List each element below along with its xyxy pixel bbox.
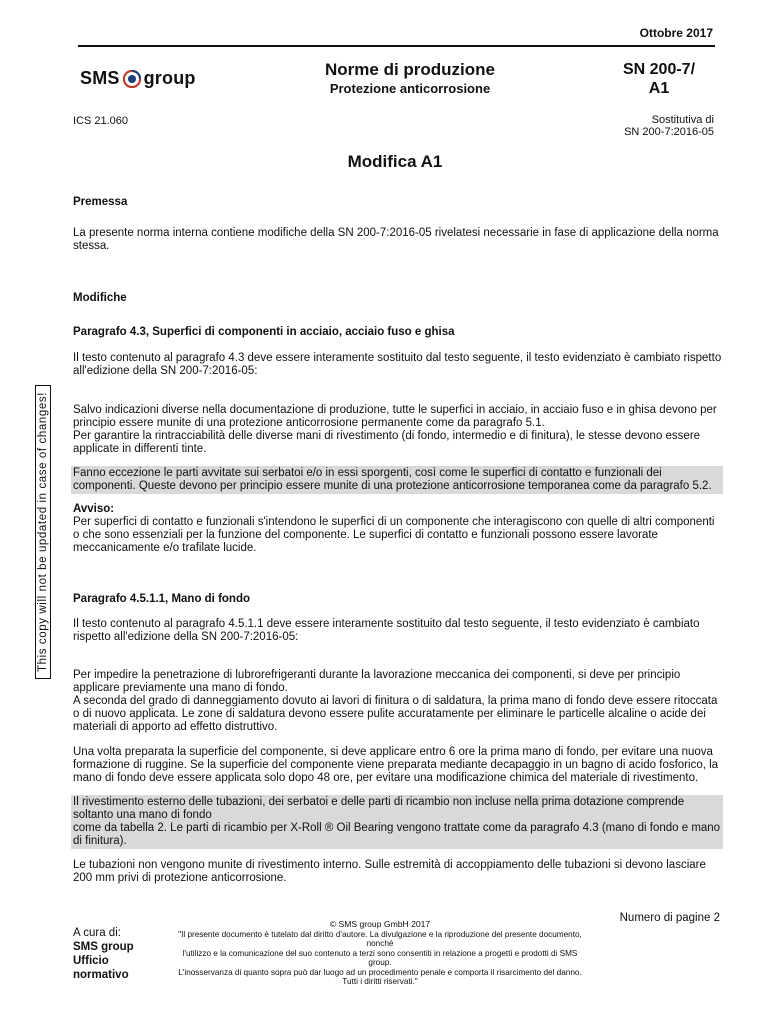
logo-text-group: group (143, 68, 196, 88)
document-title-block (290, 60, 530, 96)
paragraph-4-5-1-1-highlighted-text-1: Il rivestimento esterno delle tubazioni, dei serbatoi e delle parti di ricambio non incluse nella prima dotazione comprende soltanto una mano di fondo (73, 796, 685, 821)
document-title: Norme di produzione (325, 60, 495, 79)
amendment-title: Modifica A1 (347, 152, 443, 171)
ics-code: ICS 21.060 (73, 115, 129, 127)
footer-copyright: © SMS group GmbH 2017 (329, 919, 431, 929)
paragraph-4-3-heading: Paragrafo 4.3, Superfici di componenti in acciaio, acciaio fuso e ghisa (73, 326, 455, 338)
footer-org-2: Ufficio (73, 955, 109, 967)
avviso-heading: Avviso: (73, 503, 115, 515)
document-body (73, 196, 723, 885)
modifiche-heading: Modifiche (73, 292, 127, 304)
document-number-line1: SN 200-7/ (622, 61, 696, 78)
footer-notice-4: Tutti i diritti riservati." (342, 977, 418, 986)
paragraph-4-3-intro: Il testo contenuto al paragrafo 4.3 deve essere interamente sostituito dal testo seguente, il testo evidenziato è cambiato rispetto all'edizione della SN 200-7:2016-05: (73, 352, 722, 377)
paragraph-4-5-1-1-heading: Paragrafo 4.5.1.1, Mano di fondo (73, 593, 251, 605)
avviso-text: Per superfici di contatto e funzionali s'intendono le superfici di un componente che interagiscono con quelle di altri componenti o che sono essenziali per la funzione del componente. Le superfici di contatto e funzionali possono essere lavorate meccanicamente e/o trafilate lucide. (73, 516, 715, 554)
sms-group-logo (80, 68, 196, 89)
page-count: Numero di pagine 2 (619, 912, 720, 924)
paragraph-4-5-1-1-text-2: A seconda del grado di danneggiamento dovuto ai lavori di finitura o di saldatura, la prima mano di fondo deve essere ritoccata o di nuovo applicata. Le zone di saldatura devono essere pulite accuratamente per eliminare le particelle alcaline o acide dei materiali di apporto ad effetto distruttivo. (73, 695, 718, 733)
paragraph-4-5-1-1-text-3: Una volta preparata la superficie del componente, si deve applicare entro 6 ore la prima mano di fondo, per evitare una nuova formazione di ruggine. Se la superficie del componente viene preparata mediante decapaggio in un bagno di acido fosforico, la mano di fondo deve essere applicata solo dopo 48 ore, per evitare una modificazione chimica del materiale di rivestimento. (73, 746, 719, 784)
paragraph-4-5-1-1-text-4: Le tubazioni non vengono munite di rivestimento interno. Sulle estremità di accoppiamento delle tubazioni si devono lasciare 200 mm privi di protezione anticorrosione. (73, 859, 706, 884)
paragraph-4-5-1-1-highlighted-text-2: come da tabella 2. Le parti di ricambio per X-Roll ® Oil Bearing vengono trattate come da paragrafo 4.3 (mano di fondo e mano di finitura). (73, 822, 721, 847)
paragraph-4-5-1-1-intro: Il testo contenuto al paragrafo 4.5.1.1 deve essere interamente sostituito dal testo seguente, il testo evidenziato è cambiato rispetto all'edizione della SN 200-7:2016-05: (73, 618, 700, 643)
logo-text-sms: SMS (80, 68, 120, 88)
supersedes-note (624, 114, 714, 138)
premessa-heading: Premessa (73, 196, 128, 208)
footer-org-3: normativo (73, 969, 129, 981)
premessa-text: La presente norma interna contiene modifiche della SN 200-7:2016-05 rivelatesi necessarie in fase di applicazione della norma stessa. (73, 227, 719, 252)
paragraph-4-3-highlighted-text: Fanno eccezione le parti avvitate sui serbatoi e/o in essi sporgenti, così come le superfici di contatto e funzionali dei componenti. Queste devono per principio essere munite di una protezione anticorrosione temporanea come da paragrafo 5.2. (71, 466, 723, 494)
footer-notice-1: "Il presente documento è tutelato dal diritto d'autore. La divulgazione e la riproduzione del presente documento, nonché (178, 929, 582, 948)
supersedes-document: SN 200-7:2016-05 (624, 126, 714, 138)
footer-notice-2: l'utilizzo e la comunicazione del suo contenuto a terzi sono consentiti in relazione a progetti e prodotti di SMS group. (182, 948, 578, 967)
header-rule (78, 45, 715, 47)
document-number (604, 60, 714, 98)
paragraph-4-3-text-2: Per garantire la rintracciabilità delle diverse mani di rivestimento (di fondo, intermedio e di finitura), le stesse devono essere applicate in differenti tinte. (73, 430, 701, 455)
paragraph-4-5-1-1-highlighted-block (71, 795, 723, 849)
document-number-line2: A1 (648, 80, 670, 97)
document-subtitle: Protezione anticorrosione (329, 81, 491, 96)
footer-copyright-block (170, 920, 590, 987)
footer-notice-3: L'inosservanza di quanto sopra può dar luogo ad un procedimento penale e comporta il risarcimento del danno. (178, 967, 582, 977)
side-copy-notice (35, 385, 51, 679)
footer-org-1: SMS group (73, 941, 134, 953)
side-copy-notice-text: This copy will not be updated in case of changes! (37, 392, 49, 672)
footer-care-of: A cura di: (73, 927, 121, 939)
paragraph-4-5-1-1-text-1: Per impedire la penetrazione di lubrorefrigeranti durante la lavorazione meccanica dei componenti, si deve per principio applicare previamente una mano di fondo. (73, 669, 681, 694)
document-date: Ottobre 2017 (639, 26, 713, 40)
logo-emblem-icon (123, 70, 141, 88)
supersedes-label: Sostitutiva di (651, 114, 714, 126)
paragraph-4-3-text-1: Salvo indicazioni diverse nella documentazione di produzione, tutte le superfici in acciaio, in acciaio fuso e in ghisa devono per principio essere munite di una protezione anticorrosione permanente come da paragrafo 5.1. (73, 404, 717, 429)
footer-editor-block (73, 926, 134, 982)
